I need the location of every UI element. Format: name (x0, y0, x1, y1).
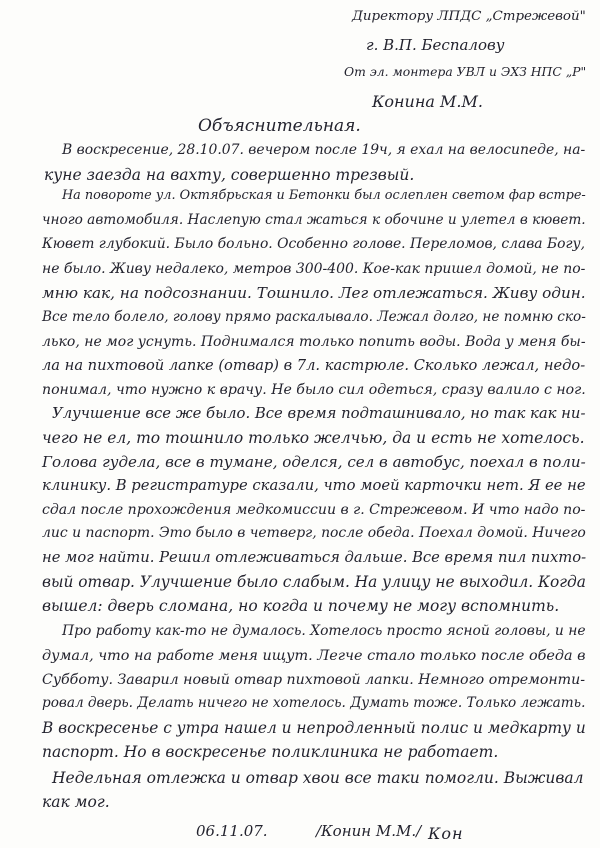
body-line: Субботу. Заварил новый отвар пихтовой лапки. Немного отремонти- (42, 672, 585, 688)
body-line: не мог найти. Решил отлеживаться дальше. Все время пил пихто- (42, 549, 587, 566)
body-line: чного автомобиля. Наслепую стал жаться к обочине и улетел в кювет. (42, 212, 586, 228)
signer-name: /Конин М.М./ (316, 822, 422, 840)
body-line: не было. Живу недалеко, метров 300-400. Кое-как пришел домой, не по- (42, 261, 586, 277)
body-line: В воскресенье с утра нашел и непродленный полис и медкарту и (42, 719, 586, 737)
body-line: сдал после прохождения медкомиссии в г. Стрежевом. И что надо по- (42, 502, 586, 518)
body-line: понимал, что нужно к врачу. Не было сил одеться, сразу валило с ног. (42, 382, 586, 398)
body-line: ла на пихтовой лапке (отвар) в 7л. кастрюле. Сколько лежал, недо- (42, 357, 586, 374)
addressee-line-4: Конина М.М. (372, 92, 483, 111)
body-line: В воскресение, 28.10.07. вечером после 19ч, я ехал на велосипеде, на- (62, 142, 586, 158)
body-line: лько, не мог уснуть. Поднимался только попить воды. Вода у меня бы- (42, 334, 586, 350)
body-line: думал, что на работе меня ищут. Легче стало только после обеда в (42, 648, 586, 664)
body-line: Недельная отлежка и отвар хвои все таки помогли. Выживал (52, 769, 584, 787)
document-date: 06.11.07. (196, 822, 268, 840)
body-line: куне заезда на вахту, совершенно трезвый. (44, 166, 415, 184)
body-line: вый отвар. Улучшение было слабым. На улицу не выходил. Когда (42, 573, 586, 591)
body-line: вышел: дверь сломана, но когда и почему не могу вспомнить. (42, 597, 560, 615)
body-line: Улучшение все же было. Все время подташнивало, но так как ни- (52, 405, 586, 422)
addressee-line-1: Директору ЛПДС „Стрежевой" (352, 9, 586, 24)
body-line: На повороте ул. Октябрьская и Бетонки был ослеплен светом фар встре- (62, 188, 586, 203)
body-line: клинику. В регистратуре сказали, что моей карточки нет. Я ее не (42, 477, 586, 494)
body-line: Все тело болело, голову прямо раскалывало. Лежал долго, не помню ско- (42, 309, 586, 325)
handwritten-signature: Кон (428, 824, 464, 843)
addressee-line-3: От эл. монтера УВЛ и ЭХЗ НПС „Р" (344, 65, 587, 79)
body-line: ровал дверь. Делать ничего не хотелось. Думать тоже. Только лежать. (42, 695, 586, 711)
body-line: Голова гудела, все в тумане, оделся, сел в автобус, поехал в поли- (42, 453, 586, 471)
body-line: лис и паспорт. Это было в четверг, после обеда. Поехал домой. Ничего (42, 525, 586, 541)
body-line: Кювет глубокий. Было больно. Особенно голове. Переломов, слава Богу, (42, 236, 586, 252)
document-title: Объяснительная. (198, 116, 361, 136)
body-line: мню как, на подсознании. Тошнило. Лег отлежаться. Живу один. (42, 284, 586, 302)
addressee-line-2: г. В.П. Беспалову (366, 36, 505, 54)
body-line: как мог. (42, 793, 110, 811)
body-line: Про работу как-то не думалось. Хотелось просто ясной головы, и не (62, 623, 586, 639)
body-line: чего не ел, то тошнило только желчью, да и есть не хотелось. (42, 429, 585, 447)
body-line: паспорт. Но в воскресенье поликлиника не работает. (42, 743, 499, 761)
